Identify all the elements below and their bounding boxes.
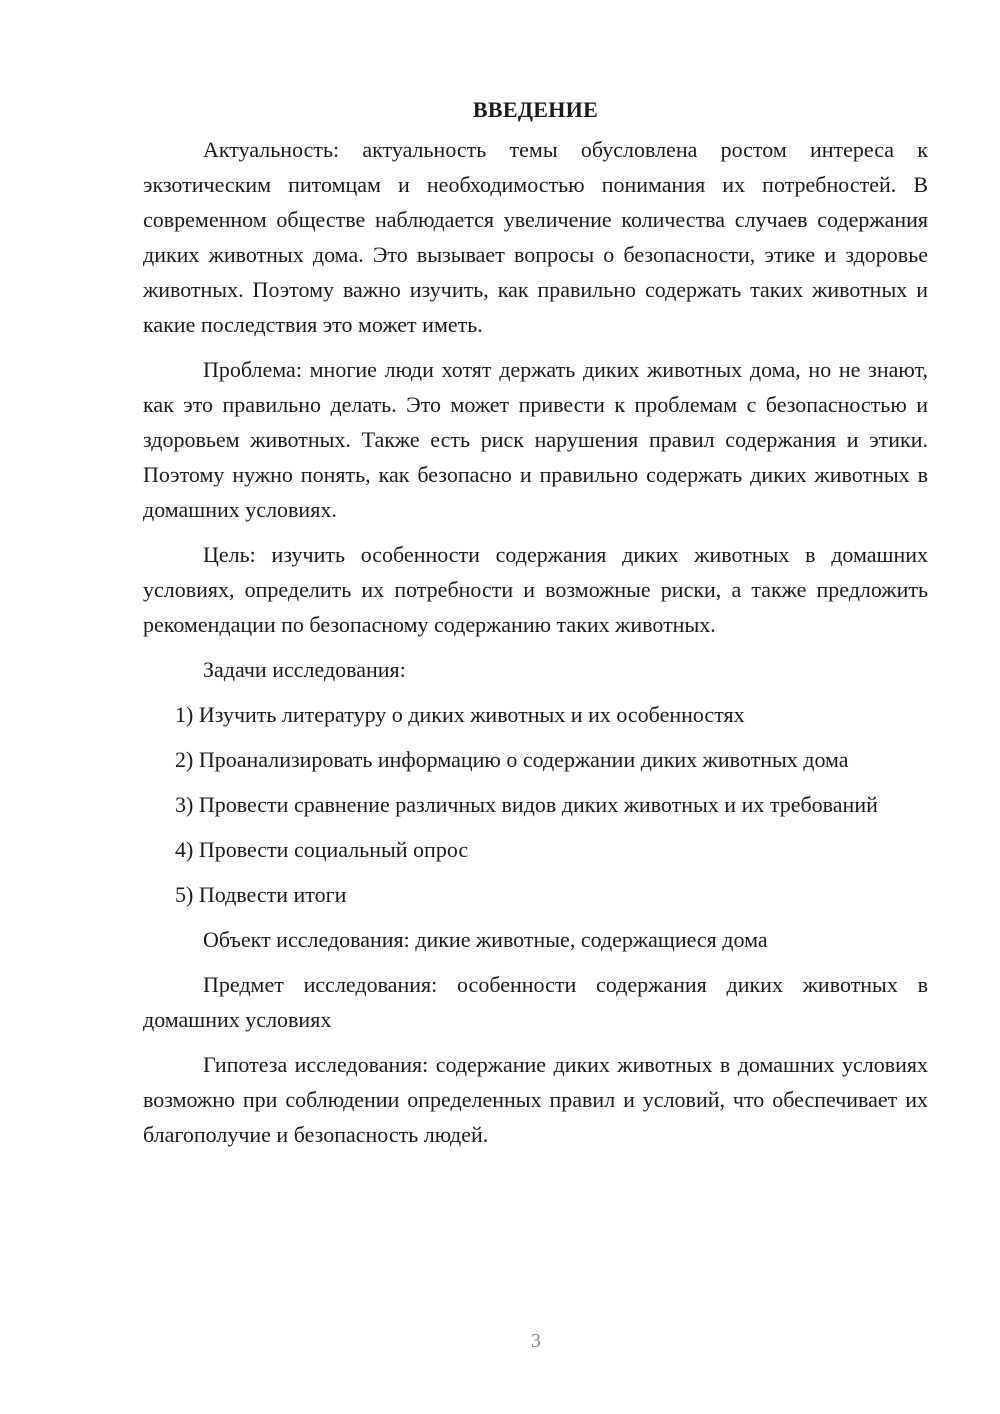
task-item-5: 5) Подвести итоги — [175, 882, 347, 907]
section-heading: ВВЕДЕНИЕ — [472, 97, 599, 122]
problem-paragraph: Проблема: многие люди хотят держать диких животных дома, но не знают, как это правильно делать. Это может привести к проблемам с безопасностью и здоровьем животных. Также есть риск нарушения правил содержания и этики. Поэтому нужно понять, как безопасно и правильно содержать диких животных в домашних условиях. — [143, 357, 928, 522]
task-item-3: 3) Провести сравнение различных видов диких животных и их требований — [175, 792, 878, 817]
goal-paragraph: Цель: изучить особенности содержания диких животных в домашних условиях, определить их потребности и возможные риски, а также предложить рекомендации по безопасному содержанию таких животных. — [143, 542, 928, 637]
task-item-4: 4) Провести социальный опрос — [175, 837, 469, 862]
relevance-paragraph: Актуальность: актуальность темы обусловлена ростом интереса к экзотическим питомцам и необходимостью понимания их потребностей. В современном обществе наблюдается увеличение количества случаев содержания диких животных дома. Это вызывает вопросы о безопасности, этике и здоровье животных. Поэтому важно изучить, как правильно содержать таких животных и какие последствия это может иметь. — [143, 137, 928, 337]
page-number: 3 — [531, 1330, 541, 1352]
subject-paragraph: Предмет исследования: особенности содержания диких животных в домашних условиях — [143, 972, 928, 1032]
tasks-title: Задачи исследования: — [203, 657, 406, 682]
object-paragraph: Объект исследования: дикие животные, содержащиеся дома — [203, 927, 768, 952]
task-item-1: 1) Изучить литературу о диких животных и их особенностях — [175, 702, 745, 727]
document-page — [143, 92, 928, 1162]
hypothesis-paragraph: Гипотеза исследования: содержание диких животных в домашних условиях возможно при соблюдении определенных правил и условий, что обеспечивает их благополучие и безопасность людей. — [143, 1052, 928, 1147]
task-item-2: 2) Проанализировать информацию о содержании диких животных дома — [175, 747, 849, 772]
